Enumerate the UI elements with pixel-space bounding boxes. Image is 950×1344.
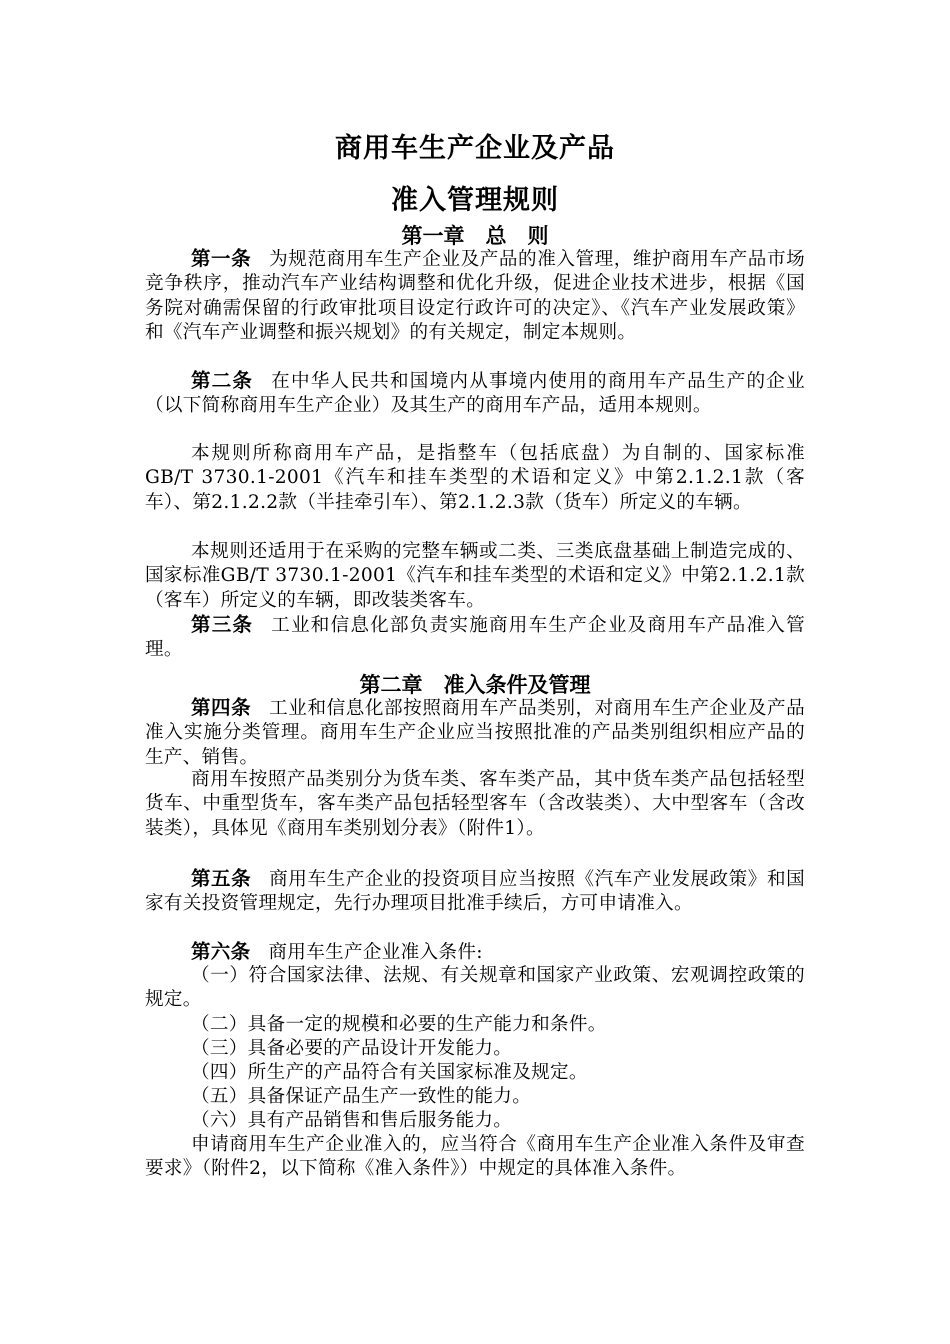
- list-item-text: （三）具备必要的产品设计开发能力。: [191, 1038, 513, 1059]
- paragraph-text: 申请商用车生产企业准入的，应当符合《商用车生产企业准入条件及审查要求》（附件2，以下简称《准入条件》）中规定的具体准入条件。: [145, 1134, 805, 1180]
- list-item: [145, 1013, 805, 1037]
- article-text: 为规范商用车生产企业及产品的准入管理，维护商用车产品市场竞争秩序，推动汽车产业结构调整和优化升级，促进企业技术进步，根据《国务院对确需保留的行政审批项目设定行政许可的决定》、《汽车产业发展政策》和《汽车产业调整和振兴规划》的有关规定，制定本规则。: [145, 249, 805, 343]
- article-text: 在中华人民共和国境内从事境内使用的商用车产品生产的企业（以下简称商用车生产企业）及其生产的商用车产品，适用本规则。: [145, 371, 805, 417]
- article-text: 工业和信息化部按照商用车产品类别，对商用车生产企业及产品准入实施分类管理。商用车生产企业应当按照批准的产品类别组织相应产品的生产、销售。: [145, 698, 805, 768]
- article-1: [145, 247, 805, 345]
- paragraph: [145, 442, 805, 515]
- list-item: [145, 1109, 805, 1133]
- article-label: 第三条: [191, 613, 254, 636]
- article-text: 工业和信息化部负责实施商用车生产企业及商用车产品准入管理。: [145, 615, 805, 661]
- paragraph: [145, 1133, 805, 1182]
- article-6: [145, 940, 805, 965]
- paragraph-text: 本规则还适用于在采购的完整车辆或二类、三类底盘基础上制造完成的、国家标准GB/T 3730.1-2001《汽车和挂车类型的术语和定义》中第2.1.2.1款（客车）所定义的车辆，即改装类客车。: [145, 541, 805, 611]
- chapter-2-heading: 第二章 准入条件及管理: [359, 673, 591, 697]
- document-title-line2: 准入管理规则: [391, 185, 559, 216]
- list-item: [145, 1037, 805, 1061]
- article-3: [145, 613, 805, 663]
- paragraph-text: 本规则所称商用车产品，是指整车（包括底盘）为自制的、国家标准GB/T 3730.1-2001《汽车和挂车类型的术语和定义》中第2.1.2.1款（客车）、第2.1.2.2款（半挂牵引车）、第2.1.2.3款（货车）所定义的车辆。: [145, 443, 805, 513]
- chapter-1-heading: 第一章 总 则: [401, 224, 549, 248]
- article-text: 商用车生产企业准入条件:: [268, 942, 483, 963]
- list-item-text: （六）具有产品销售和售后服务能力。: [191, 1110, 513, 1131]
- article-label: 第五条: [191, 867, 252, 890]
- list-item-text: （一）符合国家法律、法规、有关规章和国家产业政策、宏观调控政策的规定。: [145, 965, 805, 1011]
- paragraph: [145, 768, 805, 841]
- article-label: 第六条: [191, 940, 251, 963]
- list-item: [145, 964, 805, 1013]
- list-item-text: （五）具备保证产品生产一致性的能力。: [191, 1086, 532, 1107]
- list-item-text: （四）所生产的产品符合有关国家标准及规定。: [191, 1062, 588, 1083]
- article-text: 商用车生产企业的投资项目应当按照《汽车产业发展政策》和国家有关投资管理规定，先行办理项目批准手续后，方可申请准入。: [145, 869, 805, 915]
- article-label: 第一条: [191, 247, 252, 270]
- paragraph: [145, 540, 805, 613]
- list-item: [145, 1061, 805, 1085]
- document-title-line1: 商用车生产企业及产品: [335, 133, 615, 164]
- article-5: [145, 867, 805, 917]
- article-label: 第二条: [191, 369, 254, 392]
- article-label: 第四条: [191, 696, 252, 719]
- article-2: [145, 369, 805, 419]
- list-item: [145, 1085, 805, 1109]
- paragraph-text: 商用车按照产品类别分为货车类、客车类产品，其中货车类产品包括轻型货车、中重型货车，客车类产品包括轻型客车（含改装类）、大中型客车（含改装类），具体见《商用车类别划分表》（附件1）。: [145, 769, 805, 839]
- article-4: [145, 696, 805, 770]
- list-item-text: （二）具备一定的规模和必要的生产能力和条件。: [191, 1014, 607, 1035]
